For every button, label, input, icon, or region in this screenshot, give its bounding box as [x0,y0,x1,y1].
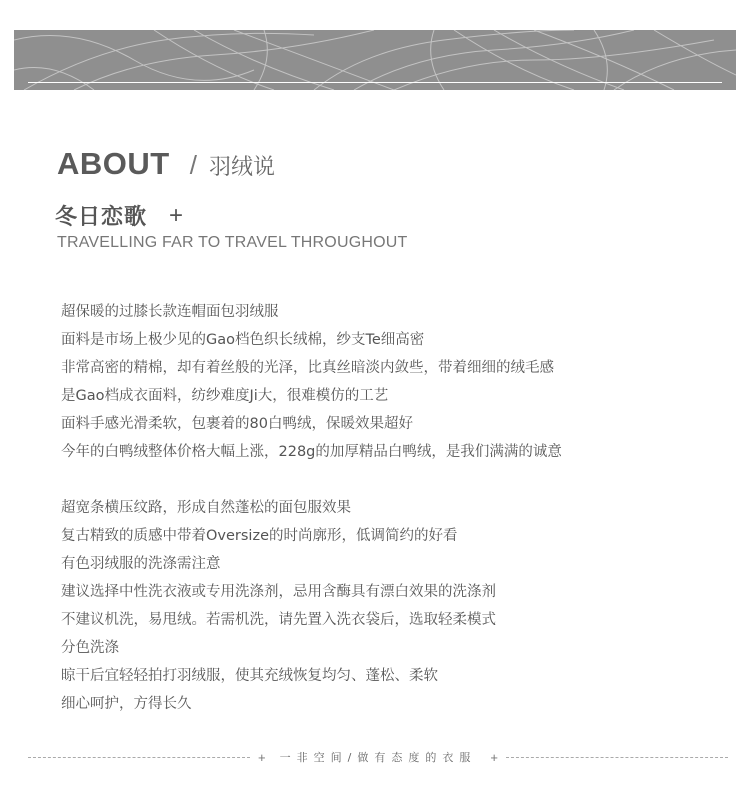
title-plus-icon: + [169,201,184,229]
text-line: 分色洗涤 [61,640,119,656]
product-title-row [55,200,183,231]
text-line: 晾干后宜轻轻拍打羽绒服，使其充绒恢复均匀、蓬松、柔软 [61,668,438,684]
tagline: TRAVELLING FAR TO TRAVEL THROUGHOUT [57,234,408,251]
text-line: 超宽条横压纹路，形成自然蓬松的面包服效果 [61,500,351,516]
text-line: 细心呵护，方得长久 [61,696,192,712]
section-heading [57,146,275,186]
leaf-pattern-graphic [14,30,736,90]
footer-plus-left-icon: + [258,749,266,765]
text-line: 有色羽绒服的洗涤需注意 [61,556,221,572]
decorative-leaf-banner [14,30,736,90]
footer-slogan: 一非空间/做有态度的衣服 [279,751,477,764]
description-paragraph-1 [61,298,562,466]
about-heading: ABOUT [57,146,170,181]
heading-subtitle: 羽绒说 [208,155,275,180]
text-line: 不建议机洗，易甩绒。若需机洗，请先置入洗衣袋后，选取轻柔模式 [61,612,496,628]
description-paragraph-2 [61,494,496,718]
product-title: 冬日恋歌 [55,205,148,230]
heading-slash: / [189,150,197,180]
text-line: 超保暖的过膝长款连帽面包羽绒服 [61,304,279,320]
text-line: 建议选择中性洗衣液或专用洗涤剂，忌用含酶具有漂白效果的洗涤剂 [61,584,496,600]
text-line: 今年的白鸭绒整体价格大幅上涨，228g的加厚精品白鸭绒，是我们满满的诚意 [61,444,562,460]
footer-dashed-line-right [506,757,728,758]
footer-divider [28,749,728,765]
text-line: 面料手感光滑柔软，包裹着的80白鸭绒，保暖效果超好 [61,416,413,432]
footer-plus-right-icon: + [490,749,498,765]
text-line: 非常高密的精棉，却有着丝般的光泽，比真丝暗淡内敛些，带着细细的绒毛感 [61,360,554,376]
text-line: 是Gao档成衣面料，纺纱难度Ji大，很难模仿的工艺 [61,388,389,404]
text-line: 复古精致的质感中带着Oversize的时尚廓形，低调简约的好看 [61,528,458,544]
footer-dashed-line-left [28,757,250,758]
text-line: 面料是市场上极少见的Gao档色织长绒棉，纱支Te细高密 [61,332,425,348]
banner-divider-line [28,82,722,83]
